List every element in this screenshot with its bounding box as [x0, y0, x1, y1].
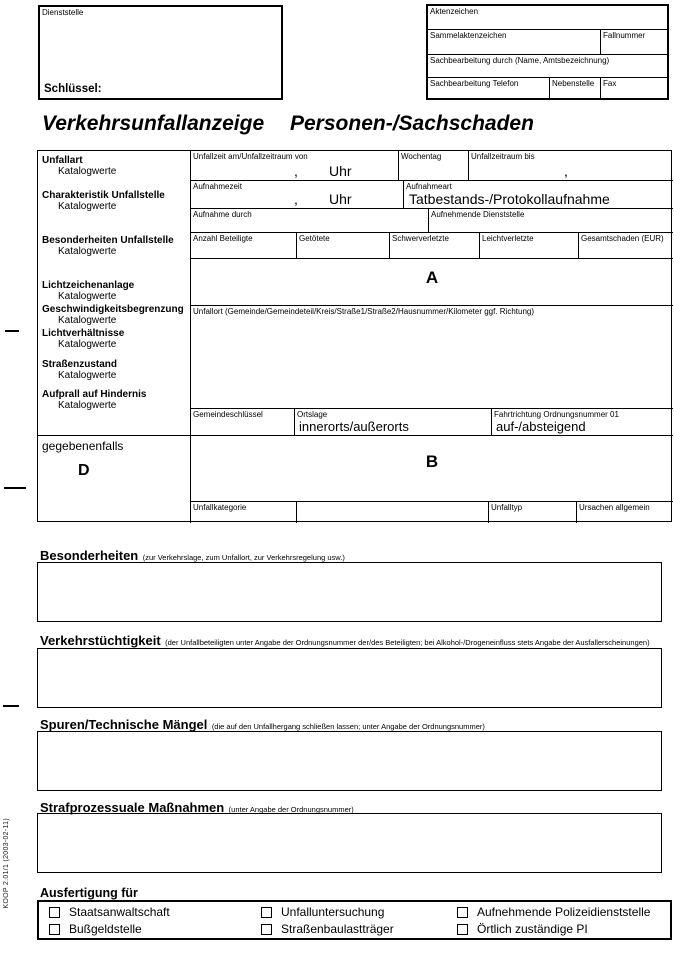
main-table: [37, 150, 672, 522]
catalog-item-lichtzeichenanlage: Lichtzeichenanlage Katalogwerte: [42, 280, 135, 302]
sachbearbeitung-durch-field[interactable]: [428, 54, 667, 77]
checkbox-bussgeldstelle-label: Bußgeldstelle: [69, 922, 142, 936]
aktenzeichen-label: Aktenzeichen: [430, 7, 479, 16]
section-d-letter: D: [78, 462, 90, 479]
unfallzeit-uhr-label: Uhr: [329, 163, 352, 179]
catalog-item-besonderheiten-unfallstelle: Besonderheiten Unfallstelle Katalogwerte: [42, 235, 174, 257]
checkbox-bussgeldstelle[interactable]: [49, 924, 60, 935]
sachbearbeitung-telefon-field[interactable]: [428, 77, 549, 98]
aufnahmeart-label: Aufnahmeart: [406, 182, 452, 191]
gemeindeschluessel-field[interactable]: [191, 408, 294, 435]
besonderheiten-field[interactable]: [37, 562, 662, 622]
verkehrstuechtigkeit-heading: Verkehrstüchtigkeit (der Unfallbeteiligten unter Angabe der Ordnungsnummer der/des Beteiligten; bei Alkohol-/Drogeneinfluss stets Angabe der Ausfallerscheinungen): [40, 633, 650, 648]
dienststelle-label: Dienststelle: [42, 8, 84, 17]
unfallort-label: Unfallort (Gemeinde/Gemeindeteil/Kreis/Straße1/Straße2/Hausnummer/Kilometer ggf. Richtung): [193, 307, 535, 316]
catalog-column: [38, 151, 191, 435]
catalog-item-unfallart: Unfallart Katalogwerte: [42, 155, 117, 177]
aufnehmende-dienststelle-field[interactable]: [428, 208, 673, 232]
catalog-item-geschwindigkeitsbegrenzung: Geschwindigkeitsbegrenzung Katalogwerte: [42, 304, 184, 326]
catalog-item-strassenzustand: Straßenzustand Katalogwerte: [42, 359, 118, 381]
unfallzeit-von-field[interactable]: [191, 151, 398, 180]
section-d-field[interactable]: [38, 435, 191, 523]
aufnahmeart-value: Tatbestands-/Protokollaufnahme: [409, 191, 610, 207]
gesamtschaden-label: Gesamtschaden (EUR): [581, 234, 664, 243]
fold-mark-bottom: [3, 705, 19, 707]
wochentag-field[interactable]: [398, 151, 468, 180]
ausfertigung-heading: Ausfertigung für: [40, 886, 138, 900]
strafprozessuale-field[interactable]: [37, 813, 662, 873]
unfallzeitraum-bis-label: Unfallzeitraum bis: [471, 152, 535, 161]
ortslage-label: Ortslage: [297, 410, 328, 419]
strafprozessuale-heading: Strafprozessuale Maßnahmen (unter Angabe der Ordnungsnummer): [40, 800, 354, 815]
section-a-field[interactable]: [191, 258, 673, 305]
besonderheiten-heading: Besonderheiten (zur Verkehrslage, zum Unfallort, zur Verkehrsregelung usw.): [40, 548, 345, 563]
unfallzeit-von-label: Unfallzeit am/Unfallzeitraum von: [193, 152, 308, 161]
sammelaktenzeichen-label: Sammelaktenzeichen: [430, 31, 507, 40]
unfallkategorie-label: Unfallkategorie: [193, 503, 247, 512]
aufnehmende-dienststelle-label: Aufnehmende Dienststelle: [431, 210, 525, 219]
spuren-maengel-field[interactable]: [37, 731, 662, 791]
ursachen-label: Ursachen allgemein: [579, 503, 650, 512]
getoetete-field[interactable]: [296, 232, 389, 258]
form-title: Verkehrsunfallanzeige: [42, 112, 265, 135]
catalog-item-aufprall: Aufprall auf Hindernis Katalogwerte: [42, 389, 147, 411]
ortslage-value: innerorts/außerorts: [299, 419, 409, 434]
checkbox-staatsanwaltschaft[interactable]: [49, 907, 60, 918]
gemeindeschluessel-label: Gemeindeschlüssel: [193, 410, 263, 419]
verkehrstuechtigkeit-field[interactable]: [37, 648, 662, 708]
anzahl-beteiligte-label: Anzahl Beteiligte: [193, 234, 253, 243]
aufnahmezeit-label: Aufnahmezeit: [193, 182, 242, 191]
wochentag-label: Wochentag: [401, 152, 442, 161]
aufnahme-durch-field[interactable]: [191, 208, 428, 232]
section-b-field[interactable]: [191, 435, 673, 501]
unfallort-field[interactable]: [191, 305, 673, 408]
form-code: KOOP 2.01/1 (2003-02-11): [3, 818, 10, 909]
fax-field[interactable]: [600, 77, 667, 98]
checkbox-aufnehmende-polizeidienststelle-label: Aufnehmende Polizeidienststelle: [477, 905, 651, 919]
checkbox-oertlich-zustaendige-pi[interactable]: [457, 924, 468, 935]
schwerverletzte-field[interactable]: [389, 232, 479, 258]
section-b-letter: B: [425, 452, 439, 471]
aufnahmeart-field[interactable]: [403, 180, 673, 208]
aufnahme-durch-label: Aufnahme durch: [193, 210, 252, 219]
fahrtrichtung-label: Fahrtrichtung Ordnungsnummer 01: [494, 410, 619, 419]
unfallzeitraum-bis-field[interactable]: [468, 151, 673, 180]
aufnahmezeit-field[interactable]: [191, 180, 403, 208]
ausfertigung-box: [37, 900, 672, 940]
unfalltyp-label: Unfalltyp: [491, 503, 523, 512]
spuren-maengel-heading: Spuren/Technische Mängel (die auf den Unfallhergang schließen lassen; unter Angabe der Ordnungsnummer): [40, 717, 485, 732]
leichtverletzte-label: Leichtverletzte: [482, 234, 534, 243]
checkbox-unfalluntersuchung[interactable]: [261, 907, 272, 918]
form-subtitle: Personen-/Sachschaden: [290, 112, 534, 135]
checkbox-aufnehmende-polizeidienststelle[interactable]: [457, 907, 468, 918]
aktenzeichen-field[interactable]: [428, 6, 667, 29]
ursachen-field[interactable]: [576, 501, 673, 523]
checkbox-strassenbaulasttraeger-label: Straßenbaulastträger: [281, 922, 394, 936]
punch-mark-middle: [4, 487, 26, 489]
checkbox-unfalluntersuchung-label: Unfalluntersuchung: [281, 905, 385, 919]
checkbox-strassenbaulasttraeger[interactable]: [261, 924, 272, 935]
fallnummer-label: Fallnummer: [603, 31, 646, 40]
unfallzeit-comma: ,: [294, 163, 298, 179]
schwerverletzte-label: Schwerverletzte: [392, 234, 449, 243]
getoetete-label: Getötete: [299, 234, 330, 243]
nebenstelle-field[interactable]: [549, 77, 600, 98]
fahrtrichtung-field[interactable]: [491, 408, 673, 435]
aufnahmezeit-comma: ,: [294, 191, 298, 207]
unfallzeitraum-bis-comma: ,: [564, 163, 568, 179]
fallnummer-field[interactable]: [600, 29, 667, 54]
leichtverletzte-field[interactable]: [479, 232, 578, 258]
aufnahmezeit-uhr-label: Uhr: [329, 191, 352, 207]
section-a-letter: A: [425, 268, 439, 287]
checkbox-oertlich-zustaendige-pi-label: Örtlich zuständige PI: [477, 922, 588, 936]
fahrtrichtung-value: auf-/absteigend: [496, 419, 586, 434]
unfallkategorie-extra-field[interactable]: [296, 501, 488, 523]
sammelaktenzeichen-field[interactable]: [428, 29, 600, 54]
catalog-item-charakteristik: Charakteristik Unfallstelle Katalogwerte: [42, 190, 165, 212]
nebenstelle-label: Nebenstelle: [552, 79, 595, 88]
anzahl-beteiligte-field[interactable]: [191, 232, 296, 258]
fax-label: Fax: [603, 79, 617, 88]
checkbox-staatsanwaltschaft-label: Staatsanwaltschaft: [69, 905, 170, 919]
gesamtschaden-field[interactable]: [578, 232, 673, 258]
sachbearbeitung-telefon-label: Sachbearbeitung Telefon: [430, 79, 519, 88]
ortslage-field[interactable]: [294, 408, 491, 435]
dienststelle-field[interactable]: [38, 5, 283, 100]
aktenzeichen-box: [426, 4, 669, 100]
unfalltyp-field[interactable]: [488, 501, 576, 523]
gegebenenfalls-label: gegebenenfalls: [42, 439, 124, 453]
sachbearbeitung-durch-label: Sachbearbeitung durch (Name, Amtsbezeichnung): [430, 56, 610, 65]
unfallkategorie-field[interactable]: [191, 501, 296, 523]
catalog-item-lichtverhaeltnisse: Lichtverhältnisse Katalogwerte: [42, 328, 125, 350]
fold-mark-top: [5, 330, 19, 332]
schluessel-label: Schlüssel:: [44, 83, 102, 95]
